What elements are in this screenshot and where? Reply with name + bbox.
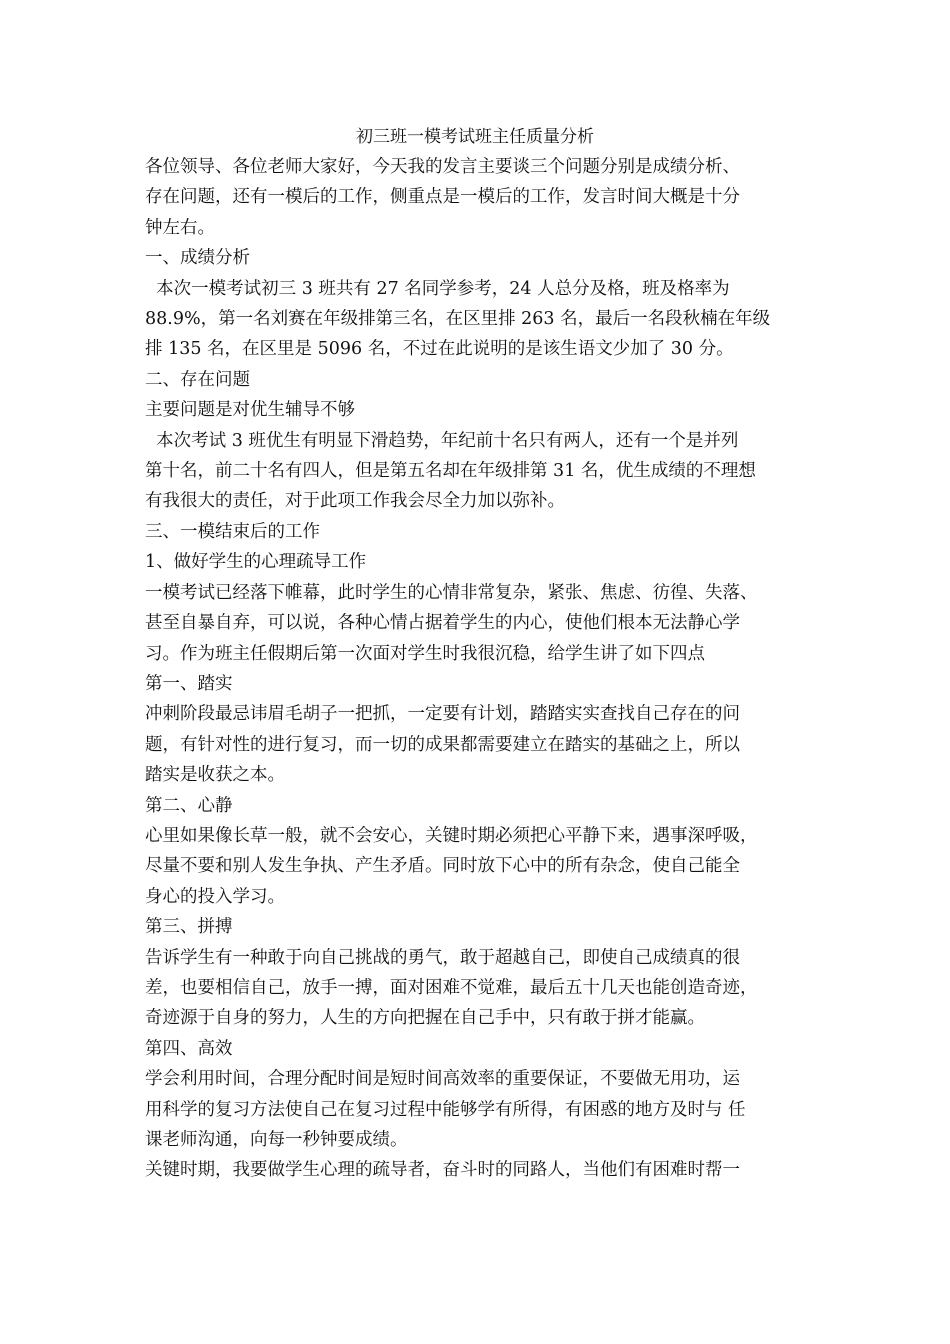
section2-line: 本次考试 3 班优生有明显下滑趋势，年纪前十名只有两人，还有一个是并列 xyxy=(145,430,739,451)
section3-sub1-line: 一模考试已经落下帷幕，此时学生的心情非常复杂，紧张、焦虑、彷徨、失落、 xyxy=(145,582,758,603)
intro-line: 钟左右。 xyxy=(145,217,215,238)
intro-line: 存在问题，还有一模后的工作，侧重点是一模后的工作，发言时间大概是十分 xyxy=(145,187,740,208)
intro-line: 各位领导、各位老师大家好，今天我的发言主要谈三个问题分别是成绩分析、 xyxy=(145,157,740,177)
section2-line: 第十名，前二十名有四人，但是第五名却在年级排第 31 名，优生成绩的不理想 xyxy=(145,461,756,482)
point2-line: 尽量不要和别人发生争执、产生矛盾。同时放下心中的所有杂念，使自己能全 xyxy=(145,856,740,877)
section3-sub1-line: 甚至自暴自弃，可以说，各种心情占据着学生的内心，使他们根本无法静心学 xyxy=(145,613,740,634)
point2-line: 心里如果像长草一般，就不会安心，关键时期必须把心平静下来，遇事深呼吸， xyxy=(145,825,758,846)
point3-line: 奇迹源于自身的努力，人生的方向把握在自己手中，只有敢于拼才能赢。 xyxy=(145,1008,705,1029)
section2-heading: 二、存在问题 xyxy=(145,369,250,390)
section1-heading: 一、成绩分析 xyxy=(145,248,250,269)
section2-subheading: 主要问题是对优生辅导不够 xyxy=(145,400,355,421)
point1-line: 踏实是收获之本。 xyxy=(145,765,285,786)
closing-line: 关键时期，我要做学生心理的疏导者，奋斗时的同路人，当他们有困难时帮一 xyxy=(145,1160,740,1181)
section1-line: 排 135 名，在区里是 5096 名，不过在此说明的是该生语文少加了 30 分。 xyxy=(145,339,734,360)
section1-line: 本次一模考试初三 3 班共有 27 名同学参考，24 人总分及格，班及格率为 xyxy=(145,278,730,299)
point4-line: 用科学的复习方法使自己在复习过程中能够学有所得，有困惑的地方及时与 任 xyxy=(145,1099,746,1120)
point1-line: 题，有针对性的进行复习，而一切的成果都需要建立在踏实的基础之上，所以 xyxy=(145,734,740,755)
point4-line: 学会利用时间，合理分配时间是短时间高效率的重要保证，不要做无用功，运 xyxy=(145,1069,740,1090)
point3-line: 告诉学生有一种敢于向自己挑战的勇气，敢于超越自己，即使自己成绩真的很 xyxy=(145,947,740,968)
point3-line: 差，也要相信自己，放手一搏，面对困难不觉难，最后五十几天也能创造奇迹， xyxy=(145,977,758,998)
document-title: 初三班一模考试班主任质量分析 xyxy=(356,127,594,147)
section1-paragraph xyxy=(145,274,805,365)
point1-line: 冲刺阶段最忌讳眉毛胡子一把抓，一定要有计划，踏踏实实查找自己存在的问 xyxy=(145,704,740,725)
section3-sub1-paragraph xyxy=(145,578,805,669)
intro-paragraph xyxy=(145,152,805,243)
point1-paragraph xyxy=(145,699,805,790)
point3-heading: 第三、拼搏 xyxy=(145,917,233,938)
section3-sub1-heading: 1、做好学生的心理疏导工作 xyxy=(145,552,367,573)
point4-line: 课老师沟通，向每一秒钟要成绩。 xyxy=(145,1130,408,1150)
section3-heading: 三、一模结束后的工作 xyxy=(145,521,320,542)
point3-paragraph xyxy=(145,943,805,1034)
section2-paragraph xyxy=(145,426,805,517)
section2-line: 有我很大的责任，对于此项工作我会尽全力加以弥补。 xyxy=(145,491,565,512)
document-page xyxy=(145,122,805,1186)
section1-line: 88.9%，第一名刘赛在年级排第三名，在区里排 263 名，最后一名段秋楠在年级 xyxy=(145,309,771,330)
point1-heading: 第一、踏实 xyxy=(145,673,233,694)
point4-paragraph xyxy=(145,1064,805,1155)
point2-heading: 第二、心静 xyxy=(145,795,233,816)
point2-line: 身心的投入学习。 xyxy=(145,886,285,907)
point2-paragraph xyxy=(145,821,805,912)
section3-sub1-line: 习。作为班主任假期后第一次面对学生时我很沉稳，给学生讲了如下四点 xyxy=(145,643,705,664)
point4-heading: 第四、高效 xyxy=(145,1038,233,1059)
